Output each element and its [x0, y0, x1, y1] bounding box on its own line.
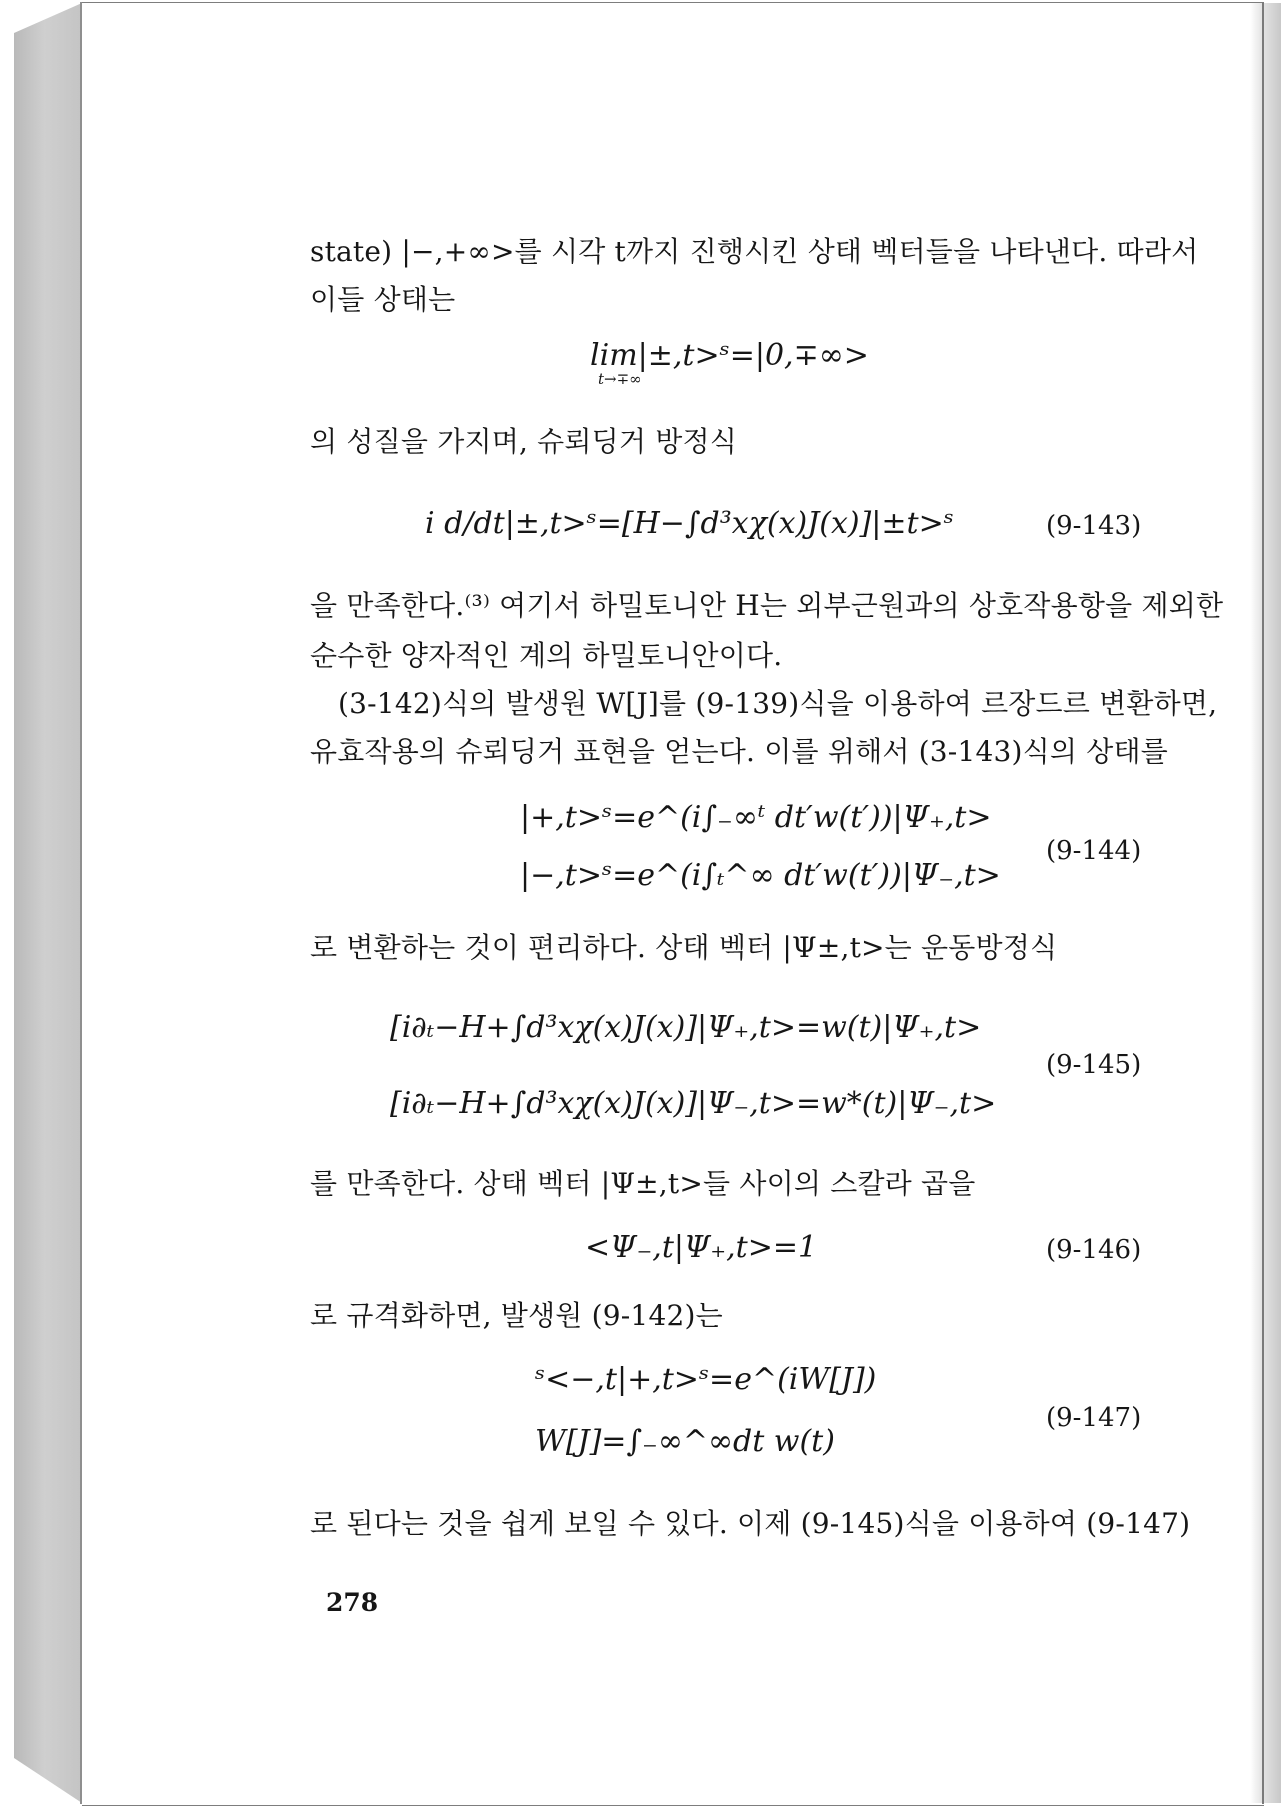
- text-line-9: 를 만족한다. 상태 벡터 |Ψ±,t>들 사이의 스칼라 곱을: [310, 1167, 976, 1200]
- equation-147a: ˢ<−,t|+,t>ˢ=e^(iW[J]): [535, 1362, 877, 1397]
- equation-number-147: (9-147): [1046, 1403, 1142, 1433]
- equation-144b: |−,t>ˢ=e^(i∫ₜ^∞ dt′w(t′))|Ψ₋,t>: [520, 858, 1001, 893]
- equation-limit: lim|±,t>ˢ=|0,∓∞>: [590, 338, 869, 373]
- equation-number-146: (9-146): [1046, 1235, 1142, 1265]
- text-line-3: 의 성질을 가지며, 슈뢰딩거 방정식: [310, 425, 737, 458]
- equation-146: <Ψ₋,t|Ψ₊,t>=1: [585, 1230, 818, 1265]
- text-line-1: state) |−,+∞>를 시각 t까지 진행시킨 상태 벡터들을 나타낸다. 따라서: [310, 235, 1199, 268]
- page-number: 278: [326, 1588, 379, 1617]
- text-line-11: 로 된다는 것을 쉽게 보일 수 있다. 이제 (9-145)식을 이용하여 (9-147): [310, 1507, 1191, 1540]
- equation-number-144: (9-144): [1046, 836, 1142, 866]
- text-line-2: 이들 상태는: [310, 283, 456, 316]
- equation-147b: W[J]=∫₋∞^∞dt w(t): [535, 1424, 835, 1459]
- text-line-8: 로 변환하는 것이 편리하다. 상태 벡터 |Ψ±,t>는 운동방정식: [310, 931, 1058, 964]
- page-edge-shadow: [1250, 3, 1281, 1803]
- equation-number-143: (9-143): [1046, 511, 1142, 541]
- page-right-edge: [1262, 2, 1264, 1804]
- text-line-7: 유효작용의 슈뢰딩거 표현을 얻는다. 이를 위해서 (3-143)식의 상태를: [310, 735, 1168, 768]
- book-spine: [14, 3, 82, 1803]
- equation-144a: |+,t>ˢ=e^(i∫₋∞ᵗ dt′w(t′))|Ψ₊,t>: [520, 800, 992, 835]
- equation-145b: [i∂ₜ−H+∫d³xχ(x)J(x)]|Ψ₋,t>=w*(t)|Ψ₋,t>: [390, 1086, 997, 1121]
- equation-145a: [i∂ₜ−H+∫d³xχ(x)J(x)]|Ψ₊,t>=w(t)|Ψ₊,t>: [390, 1010, 982, 1045]
- text-line-4: 을 만족한다.⁽³⁾ 여기서 하밀토니안 H는 외부근원과의 상호작용항을 제외한: [310, 589, 1224, 622]
- text-line-6: (3-142)식의 발생원 W[J]를 (9-139)식을 이용하여 르장드르 변환하면,: [338, 687, 1218, 720]
- spine-edge: [80, 2, 82, 1804]
- equation-limit-subscript: t→∓∞: [598, 370, 642, 388]
- text-line-5: 순수한 양자적인 계의 하밀토니안이다.: [310, 639, 783, 672]
- text-line-10: 로 규격화하면, 발생원 (9-142)는: [310, 1299, 723, 1332]
- equation-schrodinger: i d/dt|±,t>ˢ=[H−∫d³xχ(x)J(x)]|±t>ˢ: [425, 506, 954, 541]
- equation-number-145: (9-145): [1046, 1050, 1142, 1080]
